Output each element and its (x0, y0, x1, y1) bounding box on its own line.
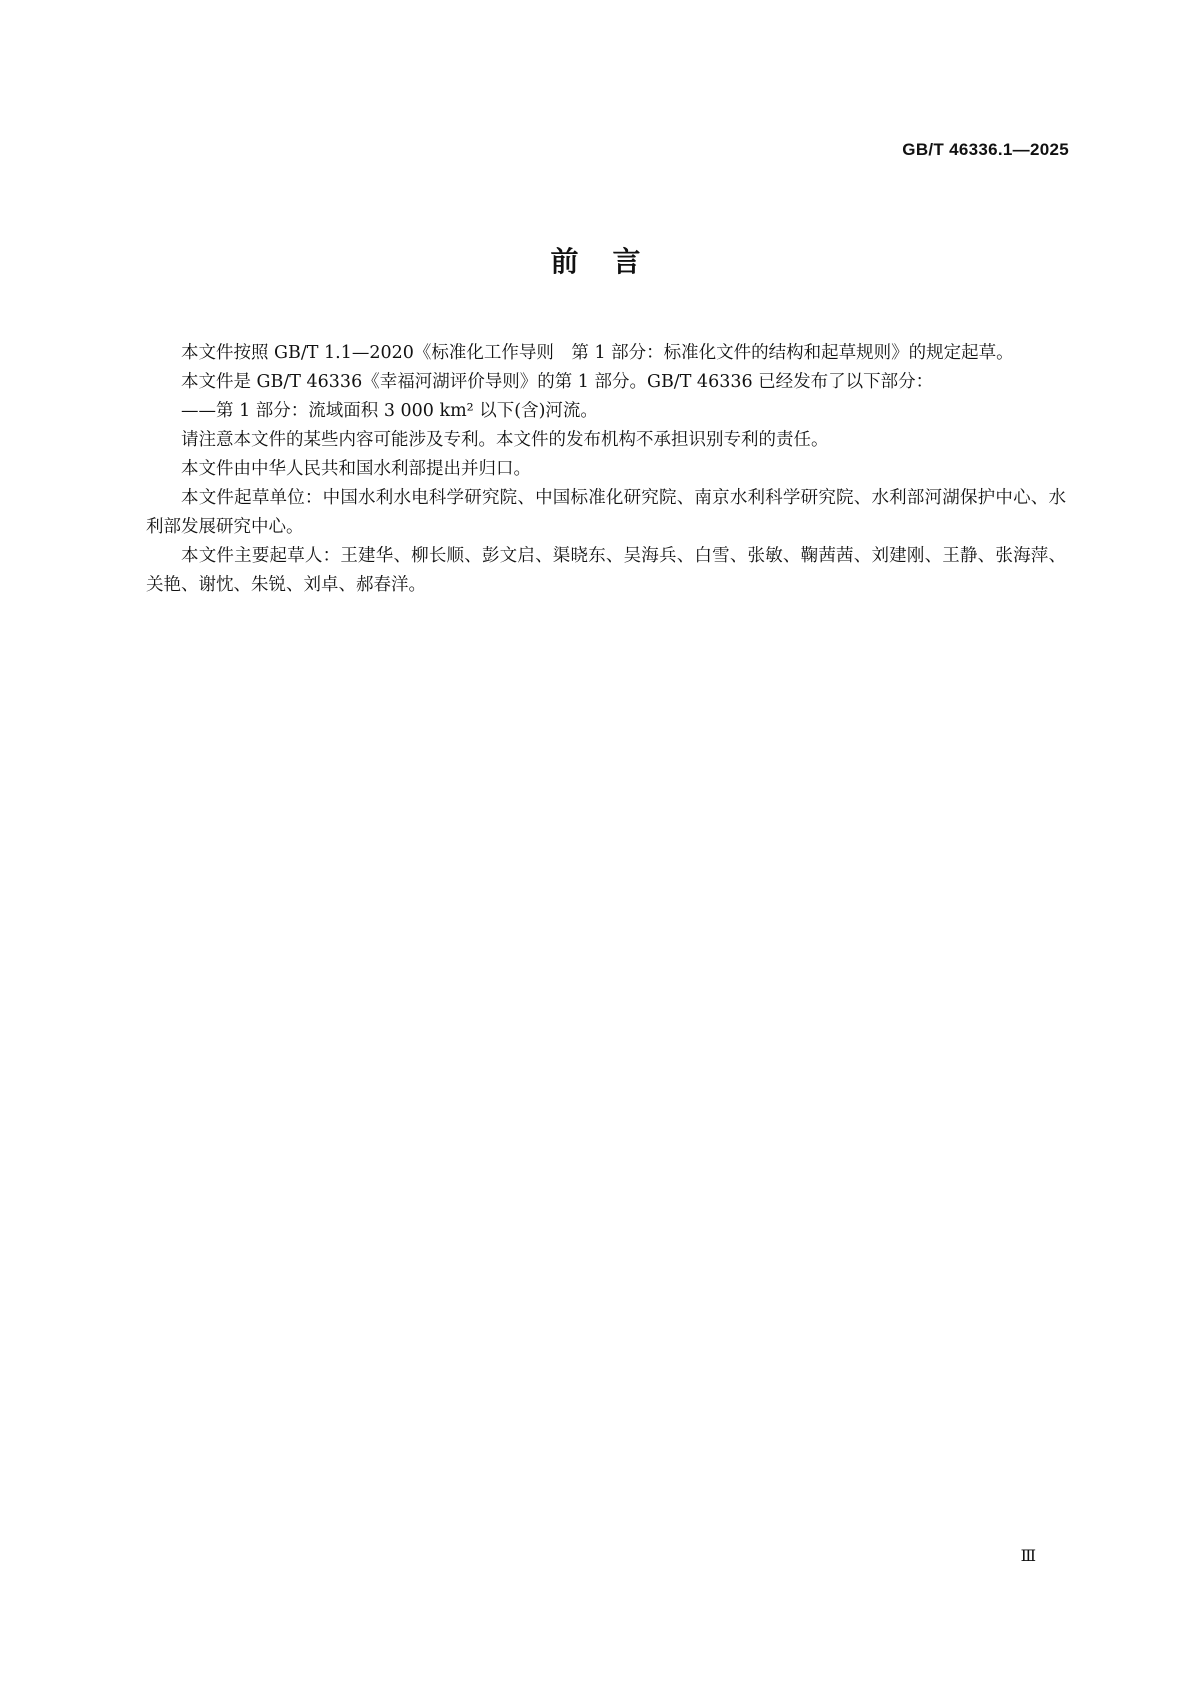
standard-code: GB/T 46336.1—2025 (902, 140, 1069, 159)
paragraph-part-list-item: ——第 1 部分：流域面积 3 000 km² 以下(含)河流。 (181, 401, 598, 421)
foreword-body (146, 339, 1066, 600)
paragraph-drafting-units: 本文件起草单位：中国水利水电科学研究院、中国标准化研究院、南京水利科学研究院、水利部河湖保护中心、水利部发展研究中心。 (146, 488, 1066, 537)
paragraph-patent-notice: 请注意本文件的某些内容可能涉及专利。本文件的发布机构不承担识别专利的责任。 (181, 430, 829, 450)
paragraph-part-statement: 本文件是 GB/T 46336《幸福河湖评价导则》的第 1 部分。GB/T 46336 已经发布了以下部分： (181, 372, 934, 392)
page-number: Ⅲ (1020, 1548, 1036, 1565)
paragraph-proposer: 本文件由中华人民共和国水利部提出并归口。 (181, 459, 531, 479)
page-title: 前言 (550, 245, 675, 278)
paragraph-drafters: 本文件主要起草人：王建华、柳长顺、彭文启、渠晓东、吴海兵、白雪、张敏、鞠茜茜、刘建刚、王静、张海萍、关艳、谢忱、朱锐、刘卓、郝春洋。 (146, 546, 1066, 595)
paragraph-drafting-rules: 本文件按照 GB/T 1.1—2020《标准化工作导则 第 1 部分：标准化文件的结构和起草规则》的规定起草。 (181, 343, 1014, 363)
